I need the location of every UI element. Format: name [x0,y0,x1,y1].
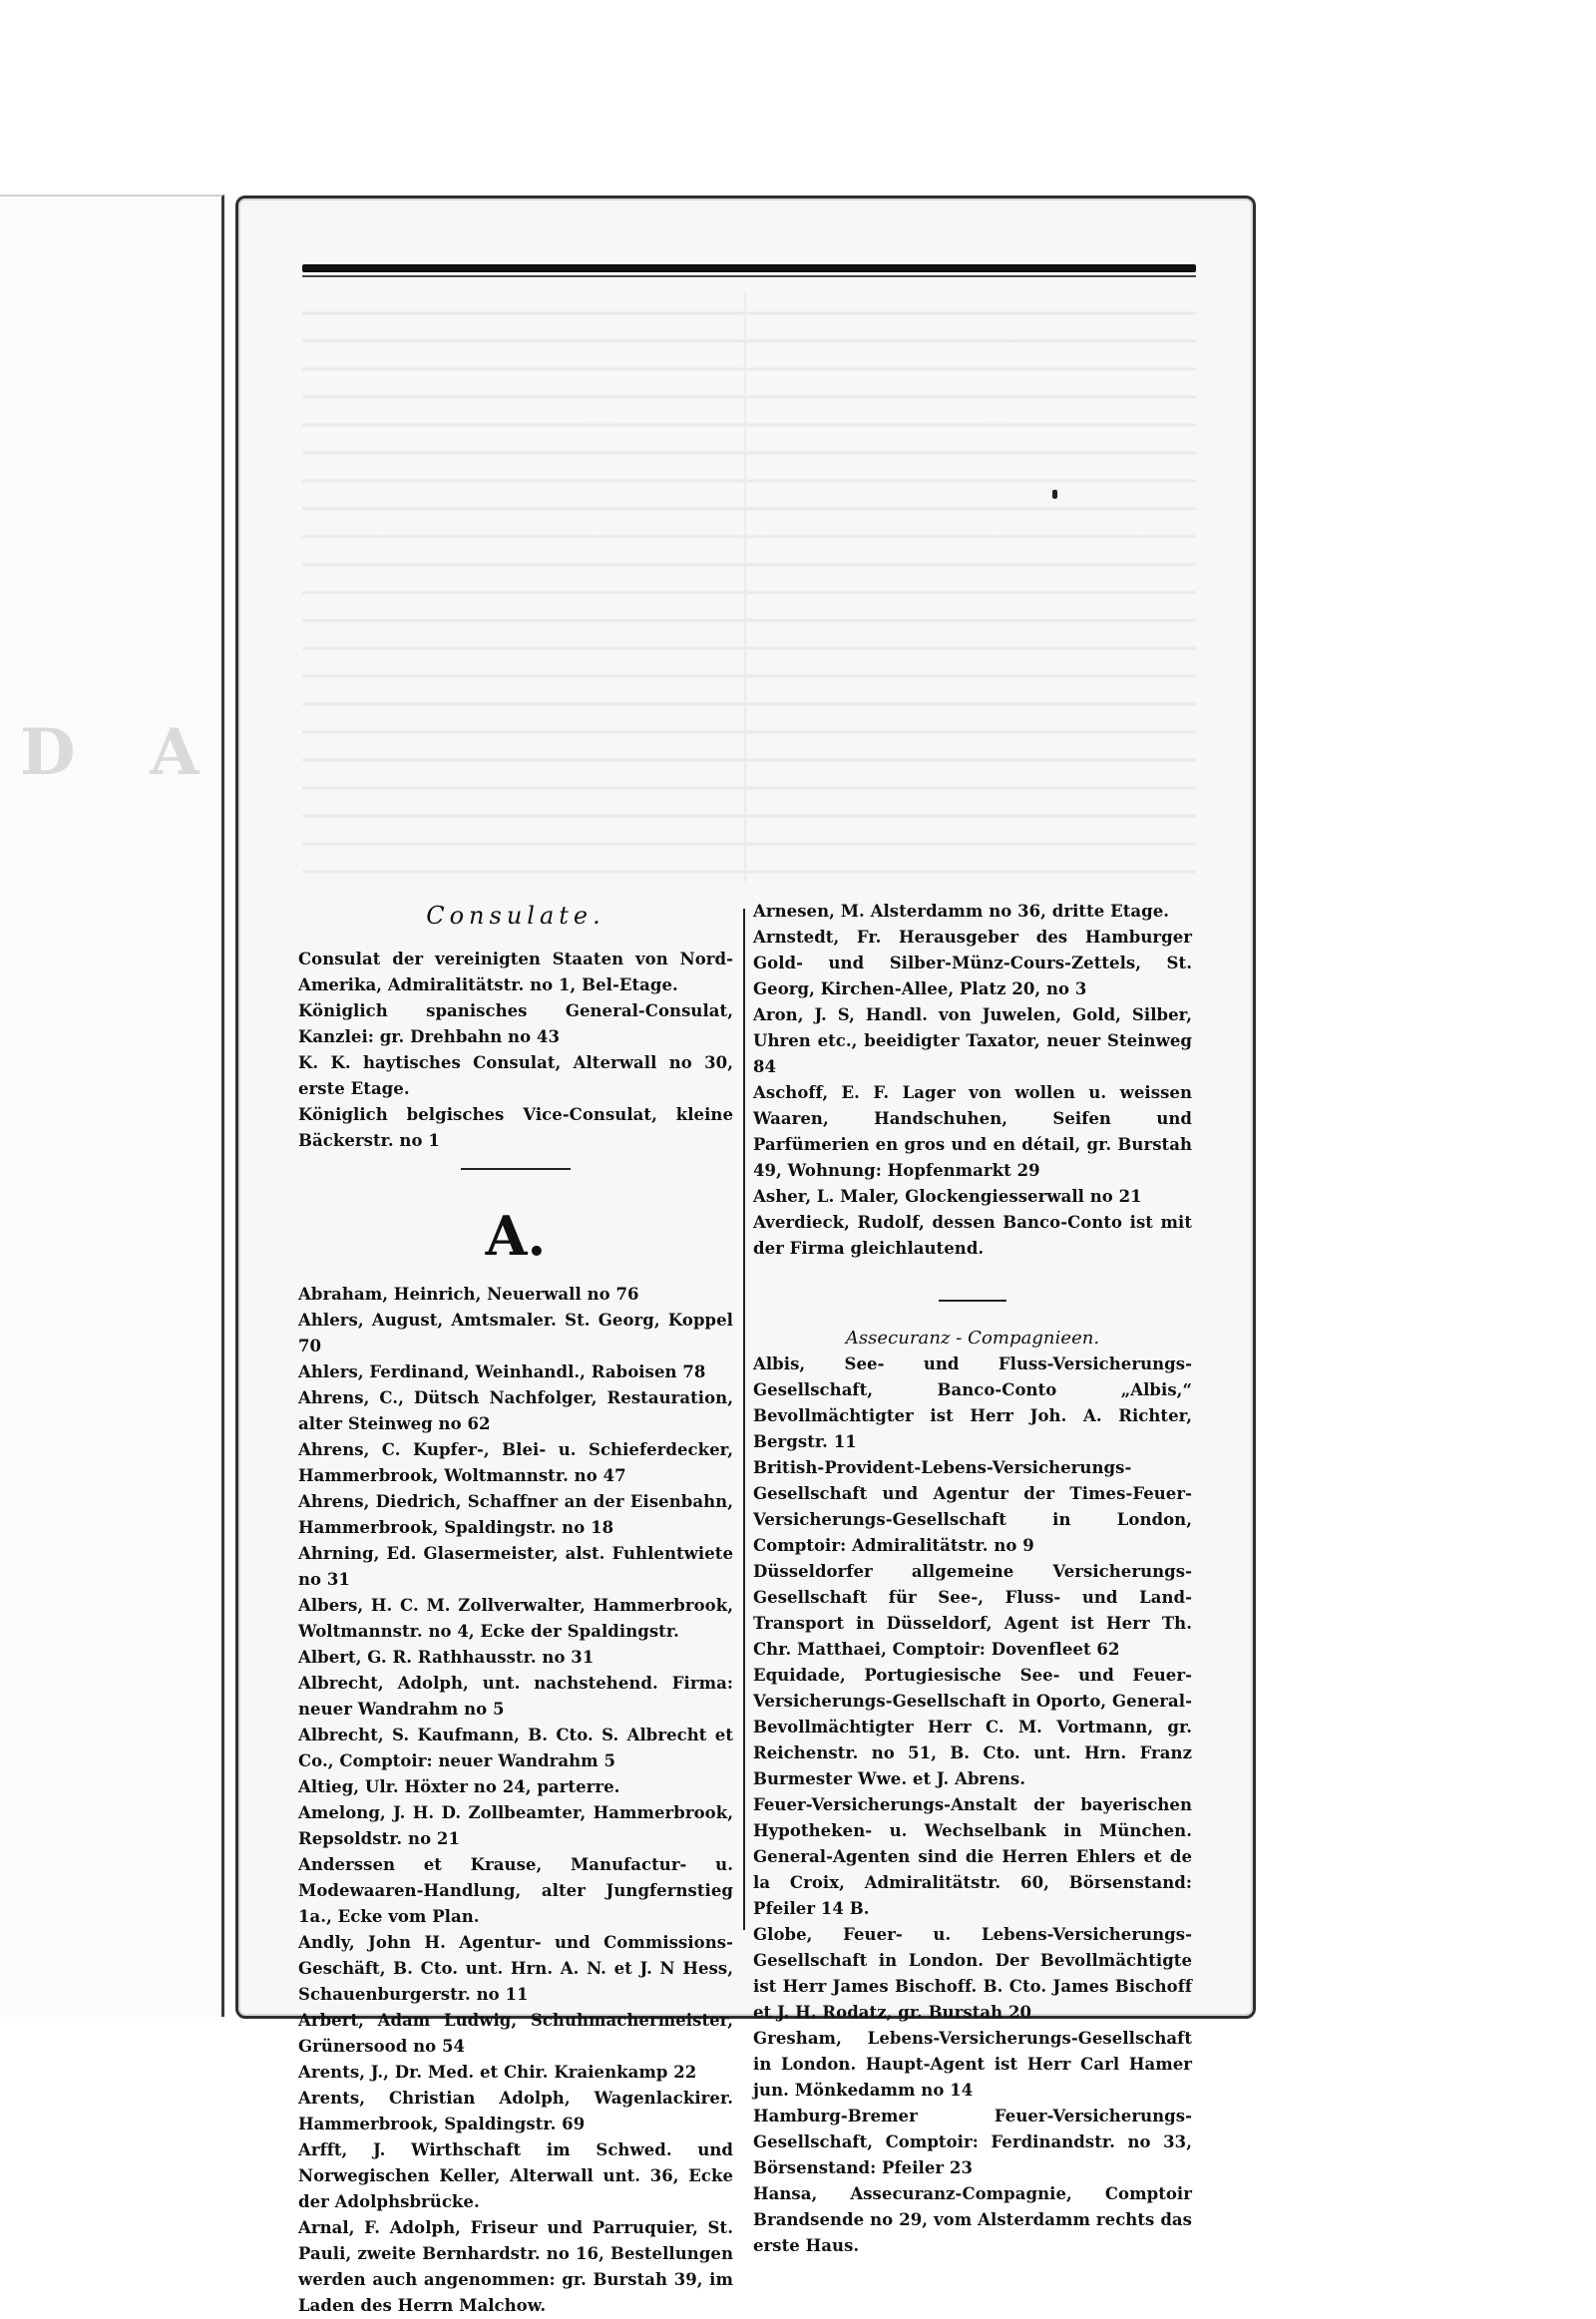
show-through-divider [744,293,746,882]
list-item: Asher, L. Maler, Glockengiesserwall no 21 [753,1187,1142,1206]
list-item: Ahrens, C. Kupfer-, Blei- u. Schieferdecker, Hammerbrook, Woltmannstr. no 47 [298,1440,733,1485]
list-item: Consulat der vereinigten Staaten von Nord-Amerika, Admiralitätstr. no 1, Bel-Etage. [298,950,733,994]
list-item: Altieg, Ulr. Höxter no 24, parterre. [298,1777,620,1796]
right-column [743,902,1192,2255]
list-item: Ahrens, Diedrich, Schaffner an der Eisenbahn, Hammerbrook, Spaldingstr. no 18 [298,1492,733,1537]
top-double-rule [302,264,1196,272]
show-through-text [302,293,1196,882]
list-item: Albrecht, Adolph, unt. nachstehend. Firma: neuer Wandrahm no 5 [298,1674,733,1719]
ink-spot [1052,490,1057,499]
list-item: Ahrens, C., Dütsch Nachfolger, Restauration, alter Steinweg no 62 [298,1388,733,1433]
directory-page [235,195,1256,2315]
list-item: Arfft, J. Wirthschaft im Schwed. und Norwegischen Keller, Alterwall unt. 36, Ecke der Adolphsbrücke. [298,2140,733,2211]
list-item: Arents, Christian Adolph, Wagenlackirer. Hammerbrook, Spaldingstr. 69 [298,2089,733,2133]
list-item: Andly, John H. Agentur- und Commissions-Geschäft, B. Cto. unt. Hrn. A. N. et J. N Hess, Schauenburgerstr. no 11 [298,1933,733,2004]
list-item: Globe, Feuer- u. Lebens-Versicherungs-Gesellschaft in London. Der Bevollmächtigte ist Herr James Bischoff. B. Cto. James Bischoff et J. H. Rodatz, gr. Burstah 20 [753,1925,1192,2022]
section-divider [461,1168,571,1170]
list-item: Feuer-Versicherungs-Anstalt der bayerischen Hypotheken- u. Wechselbank in München. General-Agenten sind die Herren Ehlers et de la Croix, Admiralitätstr. 60, Börsenstand: Pfeiler 14 B. [753,1795,1192,1918]
list-item: British-Provident-Lebens-Versicherungs-Gesellschaft und Agentur der Times-Feuer-Versicherungs-Gesellschaft in London, Comptoir: Admiralitätstr. no 9 [753,1458,1192,1555]
ghost-letter: A [150,715,200,790]
letter-heading: A. [485,1204,547,1268]
list-item: Arnal, F. Adolph, Friseur und Parruquier, St. Pauli, zweite Bernhardstr. no 16, Bestellungen werden auch angenommen: gr. Burstah 39, im Laden des Herrn Malchow. [298,2218,733,2315]
consulate-heading: Consulate. [426,902,605,930]
list-item: Equidade, Portugiesische See- und Feuer-Versicherungs-Gesellschaft in Oporto, General-Bevollmächtigter Herr C. M. Vortmann, gr. Reichenstr. no 51, B. Cto. unt. Hrn. Franz Burmester Wwe. et J. Abrens. [753,1666,1192,1788]
facing-page-edge [0,194,224,2017]
assecuranz-list [753,1352,1192,2259]
letter-a-continued-list [753,899,1192,1262]
list-item: Ahrning, Ed. Glasermeister, alst. Fuhlentwiete no 31 [298,1544,733,1589]
section-divider [939,1300,1006,1302]
assecuranz-heading: Assecuranz - Compagnieen. [845,1328,1100,1349]
list-item: Arents, J., Dr. Med. et Chir. Kraienkamp 22 [298,2063,697,2082]
consulate-list [298,947,733,1154]
list-item: Albrecht, S. Kaufmann, B. Cto. S. Albrecht et Co., Comptoir: neuer Wandrahm 5 [298,1726,733,1770]
list-item: Averdieck, Rudolf, dessen Banco-Conto ist mit der Firma gleichlautend. [753,1213,1192,1258]
list-item: Königlich spanisches General-Consulat, Kanzlei: gr. Drehbahn no 43 [298,1001,733,1046]
list-item: Arbert, Adam Ludwig, Schuhmachermeister, Grünersood no 54 [298,2011,733,2056]
list-item: Albis, See- und Fluss-Versicherungs-Gesellschaft, Banco-Conto „Albis,“ Bevollmächtigter ist Herr Joh. A. Richter, Bergstr. 11 [753,1354,1192,1451]
list-item: Hansa, Assecuranz-Compagnie, Comptoir Brandsende no 29, vom Alsterdamm rechts das erste Haus. [753,2184,1192,2255]
list-item: Albert, G. R. Rathhausstr. no 31 [298,1648,595,1667]
list-item: Gresham, Lebens-Versicherungs-Gesellschaft in London. Haupt-Agent ist Herr Carl Hamer jun. Mönkedamm no 14 [753,2029,1192,2100]
list-item: Albers, H. C. M. Zollverwalter, Hammerbrook, Woltmannstr. no 4, Ecke der Spaldingstr. [298,1596,733,1641]
ghost-letter: D [20,715,76,790]
list-item: Arnstedt, Fr. Herausgeber des Hamburger Gold- und Silber-Münz-Cours-Zettels, St. Georg, Kirchen-Allee, Platz 20, no 3 [753,928,1192,998]
list-item: Amelong, J. H. D. Zollbeamter, Hammerbrook, Repsoldstr. no 21 [298,1803,733,1848]
list-item: Arnesen, M. Alsterdamm no 36, dritte Etage. [753,902,1170,921]
list-item: Hamburg-Bremer Feuer-Versicherungs-Gesellschaft, Comptoir: Ferdinandstr. no 33, Börsenstand: Pfeiler 23 [753,2107,1192,2177]
list-item: Abraham, Heinrich, Neuerwall no 76 [298,1285,639,1304]
list-item: Aschoff, E. F. Lager von wollen u. weissen Waaren, Handschuhen, Seifen und Parfümerien en gros und en détail, gr. Burstah 49, Wohnung: Hopfenmarkt 29 [753,1083,1192,1180]
list-item: Düsseldorfer allgemeine Versicherungs-Gesellschaft für See-, Fluss- und Land-Transport in Düsseldorf, Agent ist Herr Th. Chr. Matthaei, Comptoir: Dovenfleet 62 [753,1562,1192,1659]
list-item: Anderssen et Krause, Manufactur- u. Modewaaren-Handlung, alter Jungfernstieg 1a., Ecke vom Plan. [298,1855,733,1926]
list-item: Königlich belgisches Vice-Consulat, kleine Bäckerstr. no 1 [298,1105,733,1150]
list-item: K. K. haytisches Consulat, Alterwall no 30, erste Etage. [298,1053,733,1098]
left-column [298,901,733,2319]
letter-a-list [298,1282,733,2319]
list-item: Ahlers, Ferdinand, Weinhandl., Raboisen 78 [298,1362,706,1381]
list-item: Ahlers, August, Amtsmaler. St. Georg, Koppel 70 [298,1311,733,1355]
list-item: Aron, J. S, Handl. von Juwelen, Gold, Silber, Uhren etc., beeidigter Taxator, neuer Steinweg 84 [753,1005,1192,1076]
